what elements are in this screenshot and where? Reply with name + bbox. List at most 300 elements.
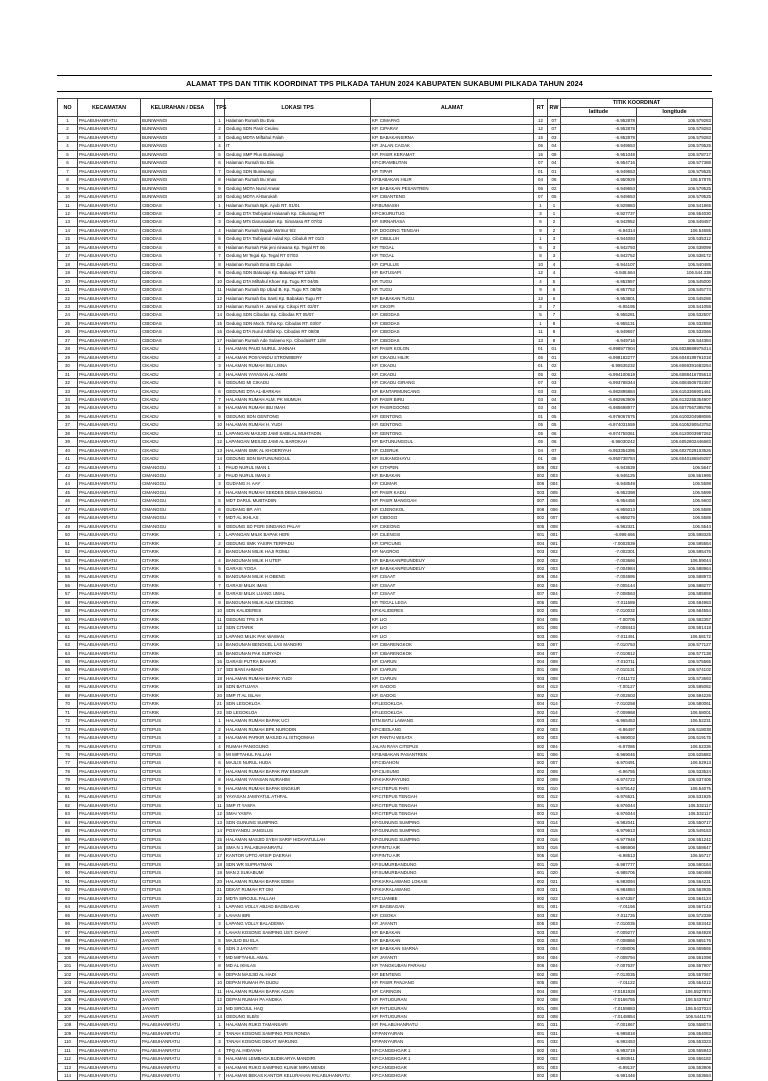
cell-no: 69	[58, 691, 78, 699]
cell-longitude: 106.553684	[637, 1072, 713, 1080]
cell-no: 42	[58, 463, 78, 471]
cell-tps: 9	[215, 184, 225, 192]
cell-lokasi: MAN 2 SUKABUMI	[225, 869, 371, 877]
cell-kecamatan: PALABUHANRATU	[78, 269, 141, 277]
cell-rt: 002	[534, 784, 548, 792]
cell-alamat: KP. PASIR MANGGAH	[371, 497, 534, 505]
cell-no: 11	[58, 201, 78, 209]
cell-rt: 004	[534, 700, 548, 708]
cell-kecamatan: PALABUHANRATU	[78, 497, 141, 505]
cell-tps: 3	[215, 920, 225, 928]
cell-rw: 006	[548, 750, 561, 758]
cell-rt: 01	[534, 167, 548, 175]
cell-alamat: KP.KIARALAWANG LOKASI	[371, 877, 534, 885]
cell-kecamatan: PALABUHANRATU	[78, 176, 141, 184]
cell-tps: 19	[215, 869, 225, 877]
cell-kecamatan: PALABUHANRATU	[78, 395, 141, 403]
cell-kecamatan: PALABUHANRATU	[78, 649, 141, 657]
cell-rw: 016	[548, 843, 561, 851]
table-row	[58, 235, 713, 243]
cell-rw: 003	[548, 565, 561, 573]
cell-kecamatan: PALABUHANRATU	[78, 708, 141, 716]
table-row	[58, 209, 713, 217]
cell-kecamatan: PALABUHANRATU	[78, 167, 141, 175]
cell-longitude: 106.585959	[637, 590, 713, 598]
cell-kecamatan: PALABUHANRATU	[78, 632, 141, 640]
cell-rt: 005	[534, 852, 548, 860]
cell-kelurahan: CIKADU	[141, 438, 215, 446]
cell-rt: 001	[534, 801, 548, 809]
cell-latitude: -6.954456	[561, 497, 637, 505]
cell-rt: 005	[534, 598, 548, 606]
cell-kecamatan: PALABUHANRATU	[78, 860, 141, 868]
cell-longitude: 106.533524	[637, 767, 713, 775]
cell-rw: 004	[548, 480, 561, 488]
cell-lokasi: GUDANG BP. AYI	[225, 505, 371, 513]
cell-tps: 6	[215, 759, 225, 767]
header-rw: RW	[548, 99, 561, 117]
cell-kecamatan: PALABUHANRATU	[78, 793, 141, 801]
table-row	[58, 911, 713, 919]
cell-alamat: KP. CIPULUS	[371, 260, 534, 268]
cell-latitude: -7.010035	[561, 920, 637, 928]
cell-no: 80	[58, 784, 78, 792]
cell-latitude: -7.01122	[561, 979, 637, 987]
cell-alamat: KP. GENTONG	[371, 429, 534, 437]
cell-longitude: 106.584554	[637, 607, 713, 615]
cell-kecamatan: PALABUHANRATU	[78, 784, 141, 792]
cell-latitude: -6.995818	[561, 1029, 637, 1037]
cell-lokasi: SD LEGOKLOA	[225, 708, 371, 716]
cell-kecamatan: PALABUHANRATU	[78, 1038, 141, 1046]
table-row	[58, 641, 713, 649]
cell-rw: 5	[548, 277, 561, 285]
cell-latitude: -6.986908	[561, 843, 637, 851]
cell-latitude: -6.99137	[561, 1063, 637, 1071]
cell-alamat: KP. TEGAL	[371, 252, 534, 260]
cell-alamat: KP. PASIR BIRU	[371, 395, 534, 403]
cell-kelurahan: CIBODAS	[141, 252, 215, 260]
cell-latitude: -7.008443	[561, 624, 637, 632]
cell-lokasi: GEDUNG SMK YASIPA TERPADU	[225, 539, 371, 547]
cell-latitude: -7.001867	[561, 1021, 637, 1029]
cell-alamat: KP. CISAAT	[371, 573, 534, 581]
cell-longitude: 106.5647	[637, 463, 713, 471]
cell-alamat: KP. CIBODAS	[371, 336, 534, 344]
cell-rt: 12	[534, 294, 548, 302]
cell-latitude: -6.993788344	[561, 379, 637, 387]
cell-longitude: 106.5441179	[637, 1013, 713, 1021]
cell-kelurahan: JAYANTI	[141, 945, 215, 953]
cell-lokasi: BANGUNAN MILIK ALM CECENG	[225, 598, 371, 606]
cell-lokasi: LAPANG MILIK PAK WAWAN	[225, 632, 371, 640]
cell-rt: 002	[534, 725, 548, 733]
cell-rt: 006	[534, 573, 548, 581]
cell-kecamatan: PALABUHANRATU	[78, 987, 141, 995]
cell-rw: 021	[548, 877, 561, 885]
cell-no: 76	[58, 750, 78, 758]
cell-no: 112	[58, 1055, 78, 1063]
cell-kecamatan: PALABUHANRATU	[78, 370, 141, 378]
cell-rw: 008	[548, 996, 561, 1004]
cell-alamat: KP. PASIR KOLON	[371, 345, 534, 353]
cell-rt: 004	[534, 987, 548, 995]
cell-rw: 002	[548, 911, 561, 919]
cell-latitude: -6.984884	[561, 886, 637, 894]
cell-tps: 12	[215, 624, 225, 632]
cell-tps: 9	[215, 598, 225, 606]
cell-tps: 11	[215, 429, 225, 437]
cell-alamat: KP. PATUGURAN	[371, 1004, 534, 1012]
cell-kelurahan: CIKADU	[141, 353, 215, 361]
cell-kecamatan: PALABUHANRATU	[78, 590, 141, 598]
cell-rw: 007	[548, 759, 561, 767]
cell-longitude: 106.532858	[637, 319, 713, 327]
cell-rw: 05	[548, 193, 561, 201]
cell-lokasi: HALAMAN PAUD NURUL JANNAH	[225, 345, 371, 353]
cell-tps: 15	[215, 835, 225, 843]
cell-kecamatan: PALABUHANRATU	[78, 911, 141, 919]
table-row	[58, 302, 713, 310]
cell-longitude: 106.544384	[637, 336, 713, 344]
cell-tps: 20	[215, 877, 225, 885]
cell-rt: 001	[534, 624, 548, 632]
cell-longitude: 106.579525	[637, 193, 713, 201]
cell-lokasi: GEDUNG SLB/S	[225, 1013, 371, 1021]
cell-latitude: -6.942752	[561, 252, 637, 260]
cell-lokasi: SDN CITARIK	[225, 624, 371, 632]
cell-no: 81	[58, 793, 78, 801]
cell-kelurahan: CIBODAS	[141, 319, 215, 327]
cell-longitude: 106.5589	[637, 514, 713, 522]
cell-rt: 3	[534, 209, 548, 217]
cell-longitude: 106.577127	[637, 641, 713, 649]
table-row	[58, 776, 713, 784]
cell-no: 12	[58, 209, 78, 217]
cell-rw: 003	[548, 1072, 561, 1080]
cell-kecamatan: PALABUHANRATU	[78, 666, 141, 674]
cell-kecamatan: PALABUHANRATU	[78, 658, 141, 666]
cell-lokasi: LAPANG VOLLY ABJAD BAGBAGAN	[225, 903, 371, 911]
cell-kecamatan: PALABUHANRATU	[78, 319, 141, 327]
cell-alamat: KP.LEGOKLOA	[371, 700, 534, 708]
cell-kelurahan: CITARIK	[141, 590, 215, 598]
cell-rt: 07	[534, 193, 548, 201]
cell-tps: 12	[215, 996, 225, 1004]
table-row	[58, 184, 713, 192]
table-row	[58, 556, 713, 564]
cell-latitude: -6.99535232	[561, 362, 637, 370]
table-row	[58, 218, 713, 226]
cell-kecamatan: PALABUHANRATU	[78, 412, 141, 420]
table-row	[58, 159, 713, 167]
cell-rw: 8	[548, 336, 561, 344]
cell-longitude: 106.549457	[637, 218, 713, 226]
cell-rt: 002	[534, 810, 548, 818]
cell-rw: 6	[548, 294, 561, 302]
cell-latitude: -6.929883	[561, 201, 637, 209]
cell-rt: 15	[534, 133, 548, 141]
cell-kecamatan: PALABUHANRATU	[78, 235, 141, 243]
cell-rt: 06	[534, 142, 548, 150]
cell-latitude: -6.969002	[561, 734, 637, 742]
cell-no: 83	[58, 810, 78, 818]
cell-alamat: KP. TEGAL	[371, 243, 534, 251]
cell-latitude: -6.965453	[561, 717, 637, 725]
cell-rw: 003	[548, 725, 561, 733]
cell-kecamatan: PALABUHANRATU	[78, 184, 141, 192]
cell-latitude: -6.953354395	[561, 446, 637, 454]
cell-tps: 10	[215, 421, 225, 429]
table-row	[58, 843, 713, 851]
cell-rw: 2	[548, 226, 561, 234]
cell-longitude: 106.58172	[637, 632, 713, 640]
cell-latitude: -6.985698977	[561, 404, 637, 412]
cell-tps: 2	[215, 911, 225, 919]
cell-alamat: KP. BATUSAPI	[371, 269, 534, 277]
cell-latitude: -6.949653	[561, 193, 637, 201]
cell-longitude: 106.5599	[637, 488, 713, 496]
cell-longitude: 106.564928	[637, 928, 713, 936]
cell-rw: 002	[548, 717, 561, 725]
cell-alamat: KP. JAYANTI	[371, 953, 534, 961]
cell-latitude: -6.974722	[561, 776, 637, 784]
cell-kecamatan: PALABUHANRATU	[78, 1004, 141, 1012]
cell-kelurahan: PALABUHANRATU	[141, 1038, 215, 1046]
cell-tps: 7	[215, 581, 225, 589]
cell-longitude: 106.5437817	[637, 996, 713, 1004]
cell-alamat: KP. NAGROG	[371, 548, 534, 556]
cell-latitude: -6.946125	[561, 472, 637, 480]
cell-kecamatan: PALABUHANRATU	[78, 843, 141, 851]
cell-rt: 002	[534, 514, 548, 522]
cell-alamat: KP. PALABUHANRATU	[371, 1021, 534, 1029]
cell-longitude: 106.563935	[637, 886, 713, 894]
cell-rw: 05	[548, 421, 561, 429]
cell-rt: 003	[534, 835, 548, 843]
cell-longitude: 106.579525	[637, 184, 713, 192]
cell-no: 93	[58, 894, 78, 902]
cell-alamat: KP. CIARUN	[371, 666, 534, 674]
cell-no: 64	[58, 649, 78, 657]
cell-longitude: 106.579283	[637, 117, 713, 125]
cell-alamat: KP.LEGOKLOA	[371, 708, 534, 716]
cell-latitude: -7.011461	[561, 632, 637, 640]
cell-kecamatan: PALABUHANRATU	[78, 252, 141, 260]
cell-lokasi: SDN GUNUNG SUMPING	[225, 818, 371, 826]
cell-kelurahan: CITEPUS	[141, 818, 215, 826]
cell-alamat: KP.CITEPUS TENGAH	[371, 793, 534, 801]
cell-alamat: KP. PATUGURAN	[371, 996, 534, 1004]
cell-longitude: 106.578717	[637, 150, 713, 158]
cell-lokasi: HALAMAN RUMAH IBU LISNA	[225, 362, 371, 370]
cell-latitude: -7.010812	[561, 649, 637, 657]
cell-rw: 008	[548, 522, 561, 530]
table-row	[58, 835, 713, 843]
cell-rw: 004	[548, 581, 561, 589]
table-row	[58, 370, 713, 378]
cell-rw: 031	[548, 1021, 561, 1029]
cell-latitude: -7.00705	[561, 615, 637, 623]
cell-rw: 05	[548, 412, 561, 420]
cell-rw: 031	[548, 1029, 561, 1037]
cell-latitude: -6.952398	[561, 488, 637, 496]
cell-alamat: KP. CISAAT	[371, 590, 534, 598]
cell-no: 86	[58, 835, 78, 843]
cell-lokasi: Halaman Rumah Bp Ubad B. Kp. Tugu RT. 08/06	[225, 286, 371, 294]
cell-kecamatan: PALABUHANRATU	[78, 936, 141, 944]
cell-tps: 17	[215, 336, 225, 344]
cell-kecamatan: PALABUHANRATU	[78, 455, 141, 463]
cell-rw: 003	[548, 928, 561, 936]
cell-rw: 008	[548, 1004, 561, 1012]
cell-lokasi: BANGUNAN MILIK H OBENG	[225, 573, 371, 581]
cell-no: 92	[58, 886, 78, 894]
cell-latitude: -6.959275	[561, 514, 637, 522]
cell-kelurahan: CIKADU	[141, 455, 215, 463]
cell-longitude: 106.579283	[637, 133, 713, 141]
cell-kelurahan: CITEPUS	[141, 734, 215, 742]
cell-lokasi: Halaman Rumah Ema Eti Cipulus	[225, 260, 371, 268]
cell-rw: 002	[548, 548, 561, 556]
cell-rw: 06	[548, 176, 561, 184]
cell-no: 59	[58, 607, 78, 615]
table-row	[58, 784, 713, 792]
cell-longitude: 106.567143	[637, 903, 713, 911]
cell-no: 35	[58, 404, 78, 412]
header-titik-koordinat: TITIK KOORDINAT	[561, 99, 713, 108]
table-row	[58, 573, 713, 581]
cell-kecamatan: PALABUHANRATU	[78, 446, 141, 454]
cell-rt: 007	[534, 590, 548, 598]
cell-kelurahan: CIMANGGU	[141, 514, 215, 522]
cell-longitude: 106.561098	[637, 953, 713, 961]
cell-tps: 3	[215, 362, 225, 370]
table-row	[58, 193, 713, 201]
cell-tps: 14	[215, 827, 225, 835]
cell-lokasi: SDN KALIDERES	[225, 607, 371, 615]
cell-no: 84	[58, 818, 78, 826]
cell-kelurahan: CITARIK	[141, 581, 215, 589]
cell-kecamatan: PALABUHANRATU	[78, 201, 141, 209]
cell-latitude: -7.004984	[561, 565, 637, 573]
cell-no: 36	[58, 412, 78, 420]
cell-kecamatan: PALABUHANRATU	[78, 226, 141, 234]
table-row	[58, 700, 713, 708]
cell-rw: 02	[548, 362, 561, 370]
cell-latitude: -7.0181928	[561, 987, 637, 995]
cell-kelurahan: CIBODAS	[141, 269, 215, 277]
cell-rt: 001	[534, 1004, 548, 1012]
cell-tps: 13	[215, 632, 225, 640]
cell-longitude: 106.574102	[637, 666, 713, 674]
cell-longitude: 106.5589	[637, 505, 713, 513]
cell-longitude: 106.532117	[637, 810, 713, 818]
cell-lokasi: HALAMAN MASJID SYEH SARIF HIDAYATULLAH	[225, 835, 371, 843]
cell-tps: 11	[215, 615, 225, 623]
cell-rt: 4	[534, 277, 548, 285]
cell-latitude: -7.008563	[561, 590, 637, 598]
cell-kelurahan: CIBODAS	[141, 218, 215, 226]
cell-rt: 002	[534, 742, 548, 750]
cell-lokasi: Gedung MDTA Al-Barokah	[225, 193, 371, 201]
cell-latitude: -6.98513	[561, 852, 637, 860]
cell-lokasi: HALAMAN SMK AL KHOERIYAH	[225, 446, 371, 454]
cell-rw: 4	[548, 260, 561, 268]
cell-rw: 01	[548, 353, 561, 361]
cell-lokasi: HALAMAN BEKAS KANTOR KELURAHAN PALABUHANRATU	[225, 1072, 371, 1080]
cell-kecamatan: PALABUHANRATU	[78, 615, 141, 623]
cell-kecamatan: PALABUHANRATU	[78, 472, 141, 480]
cell-alamat: KP. CIPICUNG	[371, 539, 534, 547]
cell-no: 88	[58, 852, 78, 860]
cell-lokasi: HALAMAN RUMAH BAPAK RW ENGKUR	[225, 767, 371, 775]
cell-tps: 14	[215, 1013, 225, 1021]
cell-lokasi: Halaman Rumah Bu Eva	[225, 117, 371, 125]
cell-rw: 020	[548, 869, 561, 877]
cell-kecamatan: PALABUHANRATU	[78, 734, 141, 742]
cell-tps: 13	[215, 446, 225, 454]
cell-lokasi: IT	[225, 142, 371, 150]
cell-longitude: 106.564124	[637, 894, 713, 902]
cell-rt: 06	[534, 184, 548, 192]
cell-alamat: KP. TUGU	[371, 277, 534, 285]
cell-tps: 13	[215, 1004, 225, 1012]
cell-kelurahan: CIBODAS	[141, 260, 215, 268]
cell-tps: 11	[215, 987, 225, 995]
cell-no: 53	[58, 556, 78, 564]
cell-latitude: -6.982041	[561, 818, 637, 826]
cell-kelurahan: BUNIWANGI	[141, 117, 215, 125]
table-row	[58, 446, 713, 454]
cell-alamat: KP.CIJAMBE	[371, 894, 534, 902]
cell-no: 91	[58, 877, 78, 885]
cell-latitude: -6.991446	[561, 1072, 637, 1080]
cell-tps: 6	[215, 243, 225, 251]
cell-lokasi: Halaman Rumah Ade Sulaeno Kp. CibodasRT 12/8	[225, 336, 371, 344]
cell-tps: 2	[215, 125, 225, 133]
cell-tps: 3	[215, 548, 225, 556]
cell-rw: 004	[548, 945, 561, 953]
cell-rw: 008	[548, 987, 561, 995]
cell-rt: 001	[534, 860, 548, 868]
cell-no: 27	[58, 336, 78, 344]
cell-no: 33	[58, 387, 78, 395]
cell-rt: 5	[534, 311, 548, 319]
cell-tps: 17	[215, 666, 225, 674]
cell-tps: 8	[215, 590, 225, 598]
cell-no: 109	[58, 1029, 78, 1037]
cell-rw: 008	[548, 658, 561, 666]
cell-no: 67	[58, 674, 78, 682]
cell-latitude: -6.982963909	[561, 395, 637, 403]
table-row	[58, 522, 713, 530]
cell-alamat: KP.BUNIASIH	[371, 201, 534, 209]
cell-tps: 4	[215, 226, 225, 234]
cell-latitude: -6.952878	[561, 125, 637, 133]
cell-rt: 003	[534, 928, 548, 936]
cell-no: 39	[58, 438, 78, 446]
cell-rw: 006	[548, 505, 561, 513]
cell-rt: 003	[534, 674, 548, 682]
cell-rt: 002	[534, 1055, 548, 1063]
cell-latitude: -6.976621	[561, 793, 637, 801]
cell-no: 4	[58, 142, 78, 150]
cell-no: 37	[58, 421, 78, 429]
cell-no: 1	[58, 117, 78, 125]
cell-tps: 16	[215, 658, 225, 666]
cell-no: 52	[58, 548, 78, 556]
